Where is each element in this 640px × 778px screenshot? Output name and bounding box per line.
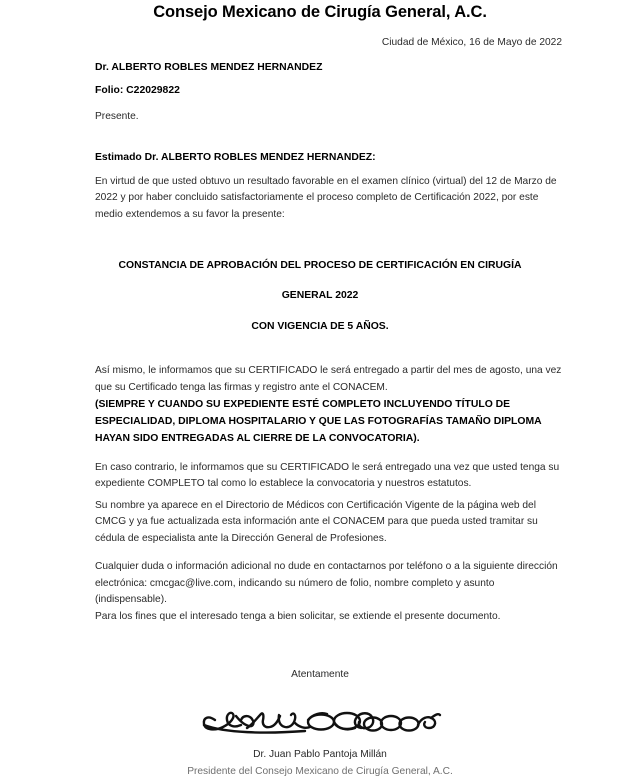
salutation: Estimado Dr. ALBERTO ROBLES MENDEZ HERNANDEZ: xyxy=(95,151,376,163)
paragraph-directory: Su nombre ya aparece en el Directorio de Médicos con Certificación Vigente de la página web del CMCG y ya fue actualizada esta información ante el CONACEM para que pueda usted tramitar su cédula de especialista ante la Dirección General de Profesiones. xyxy=(95,499,538,544)
closing-word: Atentamente xyxy=(291,669,349,681)
signer-title: Presidente del Consejo Mexicano de Cirugía General, A.C. xyxy=(187,765,453,777)
place-and-date: Ciudad de México, 16 de Mayo de 2022 xyxy=(381,36,562,48)
folio-number: Folio: C22029822 xyxy=(95,85,180,97)
signature-area xyxy=(0,698,640,746)
intro-paragraph: En virtud de que usted obtuvo un resultado favorable en el examen clínico (virtual) del 12 de Marzo de 2022 y por haber concluido satisfactoriamente el proceso completo de Certificación 2022, por este medio extendemos a su favor la presente: xyxy=(95,175,557,220)
certification-title-line-2: GENERAL 2022 xyxy=(281,290,359,302)
handwritten-signature-icon xyxy=(195,698,445,743)
organization-title: Consejo Mexicano de Cirugía General, A.C. xyxy=(153,3,487,21)
paragraph-otherwise: En caso contrario, le informamos que su CERTIFICADO le será entregado una vez que usted tenga su expediente COMPLETO tal como lo establece la convocatoria y nuestros estatutos. xyxy=(95,461,560,490)
certification-title-line-3: CON VIGENCIA DE 5 AÑOS. xyxy=(251,320,389,332)
addressee-name: Dr. ALBERTO ROBLES MENDEZ HERNANDEZ xyxy=(95,62,323,74)
signer-name: Dr. Juan Pablo Pantoja Millán xyxy=(253,748,387,760)
certification-title-line-1: CONSTANCIA DE APROBACIÓN DEL PROCESO DE CERTIFICACIÓN EN CIRUGÍA xyxy=(118,259,522,271)
paragraph-closing-purpose: Para los fines que el interesado tenga a bien solicitar, se extiende el presente documento. xyxy=(95,610,501,622)
paragraph-contact: Cualquier duda o información adicional no dude en contactarnos por teléfono o a la siguiente dirección electrónica: cmcgac@live.com, indicando su número de folio, nombre completo y asunto (indispensable). xyxy=(95,561,558,606)
paragraph-conditions: (SIEMPRE Y CUANDO SU EXPEDIENTE ESTÉ COMPLETO INCLUYENDO TÍTULO DE ESPECIALIDAD, DIPLOMA HOSPITALARIO Y QUE LAS FOTOGRAFÍAS TAMAÑO DIPLOMA HAYAN SIDO ENTREGADAS AL CIERRE DE LA CONVOCATORIA). xyxy=(95,399,542,444)
paragraph-certificate-delivery: Así mismo, le informamos que su CERTIFICADO le será entregado a partir del mes de agosto, una vez que su Certificado tenga las firmas y registro ante el CONACEM. xyxy=(95,365,562,393)
presente-label: Presente. xyxy=(95,111,139,123)
letter-body xyxy=(0,61,640,223)
letter-body-lower xyxy=(0,363,640,625)
